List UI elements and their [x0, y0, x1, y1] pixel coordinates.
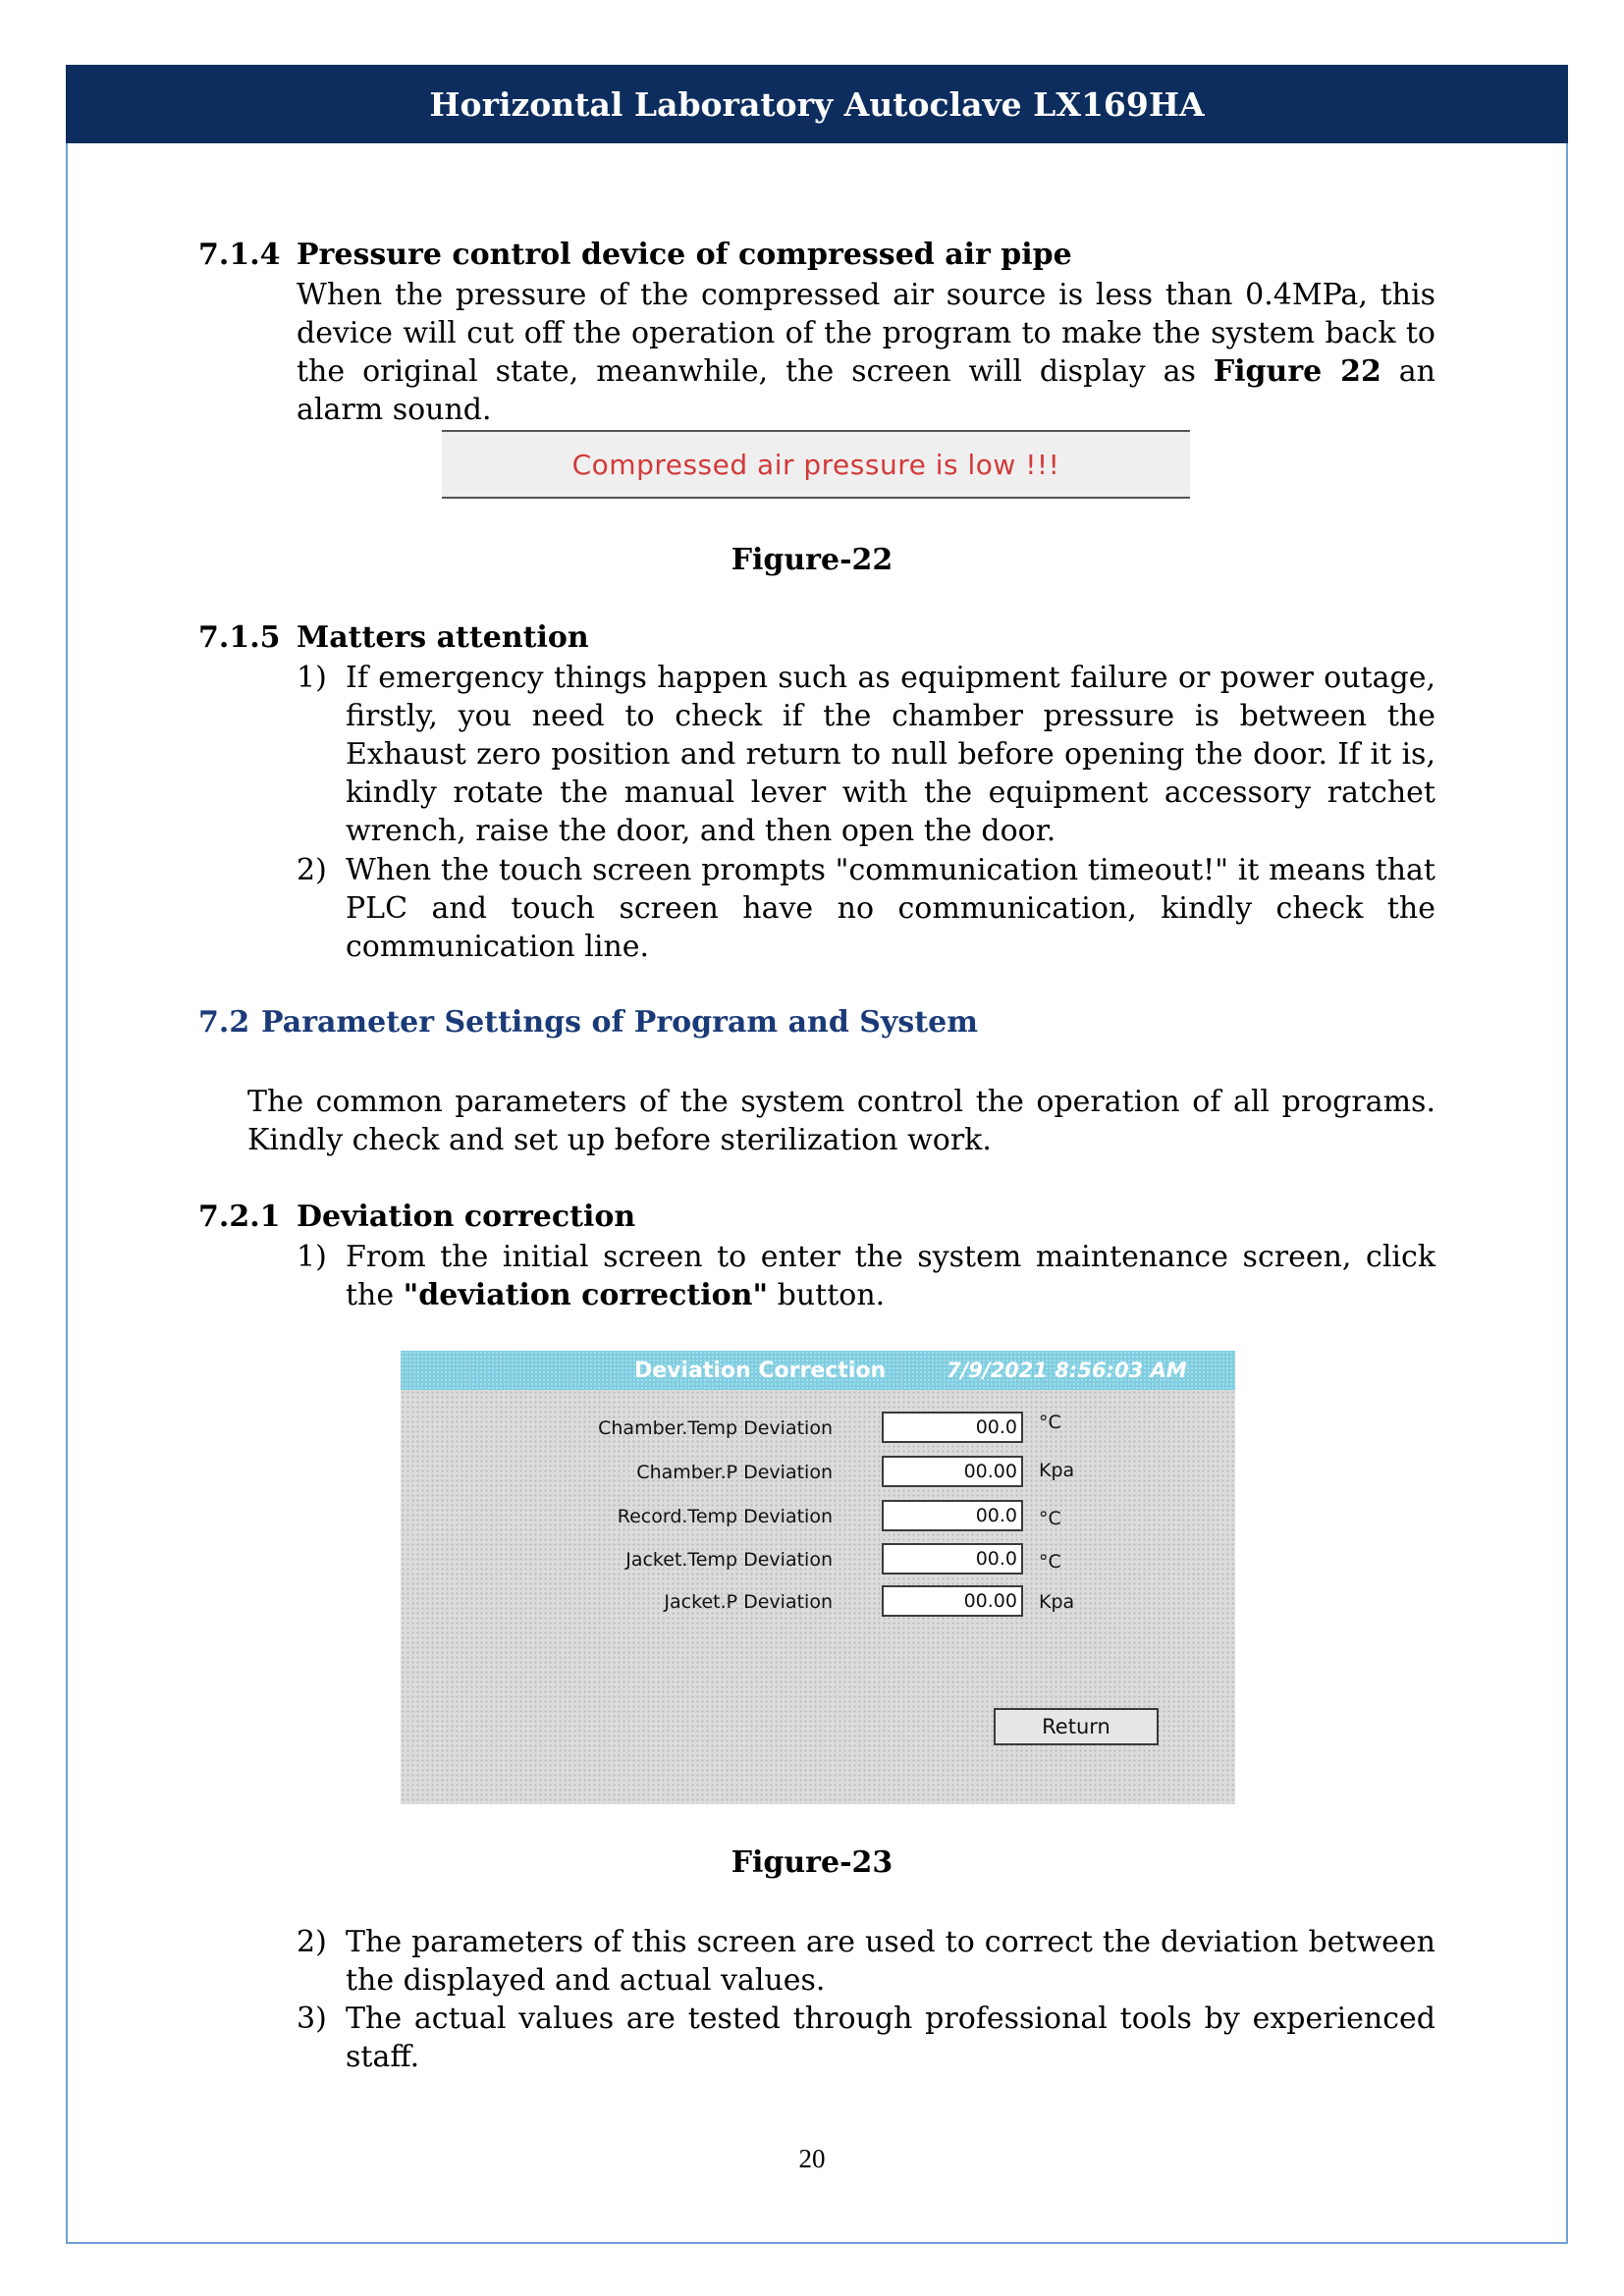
record-temp-deviation-input[interactable]: 00.0 [882, 1500, 1023, 1531]
section-7-2-1-heading [198, 1200, 635, 1234]
deviation-label: Record.Temp Deviation [617, 1506, 833, 1527]
section-number: 7.1.4 [198, 238, 281, 272]
deviation-label: Jacket.Temp Deviation [625, 1549, 833, 1571]
section-7-1-4-text: When the pressure of the compressed air source is less than 0.4MPa, this device will cut off the operation of the program to make the system back to the original state, meanwhile, the screen will display as Figure 22 an alarm sound. [297, 278, 1435, 427]
list-marker: 1) [297, 661, 327, 695]
page-number: 20 [798, 2144, 826, 2173]
unit-label: °C [1039, 1551, 1061, 1573]
document-title: Horizontal Laboratory Autoclave LX169HA [429, 84, 1205, 124]
jacket-temp-deviation-input[interactable]: 00.0 [882, 1543, 1023, 1575]
list-marker: 1) [297, 1240, 327, 1274]
section-7-2-heading [198, 1005, 978, 1040]
list-item: 1) If emergency things happen such as equipment failure or power outage, firstly, you need to check if the chamber pressure is between the Exhaust zero position and return to null before opening the door. If it is, kindly rotate the manual lever with the equipment accessory ratchet wrench, raise the door, and then open the door. [297, 661, 1435, 848]
list-marker: 2) [297, 1925, 327, 1959]
section-number: 7.1.5 [198, 620, 281, 655]
section-title: Parameter Settings of Program and System [261, 1005, 978, 1040]
section-number: 7.2 [198, 1005, 250, 1040]
screen-datetime: 7/9/2021 8:56:03 AM [947, 1359, 1187, 1382]
figure-22-caption: Figure-22 [731, 543, 893, 577]
document-header [66, 65, 1568, 143]
section-number: 7.2.1 [198, 1200, 281, 1234]
list-marker: 3) [297, 2002, 327, 2036]
deviation-row-chamber-p [401, 1456, 1235, 1489]
deviation-row-chamber-temp [401, 1412, 1235, 1445]
unit-label: °C [1039, 1412, 1061, 1433]
unit-label: °C [1039, 1508, 1061, 1529]
list-item: 3) The actual values are tested through professional tools by experienced staff. [297, 2002, 1435, 2074]
return-button[interactable]: Return [994, 1708, 1159, 1745]
section-title: Matters attention [297, 620, 589, 655]
list-item: 2) The parameters of this screen are used to correct the deviation between the displayed and actual values. [297, 1925, 1435, 1998]
section-title: Pressure control device of compressed air pipe [297, 238, 1072, 272]
chamber-pressure-deviation-input[interactable]: 00.00 [882, 1456, 1023, 1487]
section-7-1-4-heading [198, 238, 1072, 272]
deviation-row-jacket-temp [401, 1543, 1235, 1576]
section-7-1-5-heading [198, 620, 589, 655]
figure-reference: Figure 22 [1213, 354, 1381, 389]
figure-23-caption: Figure-23 [731, 1845, 893, 1880]
screen-title-bar [401, 1351, 1235, 1390]
unit-label: Kpa [1039, 1591, 1075, 1613]
deviation-label: Chamber.Temp Deviation [598, 1417, 833, 1439]
section-title: Deviation correction [297, 1200, 636, 1234]
list-marker: 2) [297, 853, 327, 887]
section-7-2-text: The common parameters of the system control the operation of all programs. Kindly check and set up before sterilization work. [247, 1085, 1435, 1157]
alarm-banner [442, 430, 1190, 499]
alarm-text: Compressed air pressure is low !!! [571, 448, 1060, 481]
deviation-label: Chamber.P Deviation [636, 1462, 833, 1483]
deviation-correction-screen [401, 1351, 1235, 1804]
list-item: 2) When the touch screen prompts "communication timeout!" it means that PLC and touch screen have no communication, kindly check the communication line. [297, 853, 1435, 964]
jacket-pressure-deviation-input[interactable]: 00.00 [882, 1585, 1023, 1617]
list-item: 1) From the initial screen to enter the system maintenance screen, click the "deviation correction" button. [297, 1240, 1435, 1312]
button-reference: "deviation correction" [403, 1278, 769, 1312]
deviation-label: Jacket.P Deviation [664, 1591, 833, 1613]
deviation-row-record-temp [401, 1500, 1235, 1533]
unit-label: Kpa [1039, 1460, 1075, 1481]
chamber-temp-deviation-input[interactable]: 00.0 [882, 1412, 1023, 1443]
screen-title: Deviation Correction [634, 1359, 887, 1383]
deviation-row-jacket-p [401, 1585, 1235, 1619]
